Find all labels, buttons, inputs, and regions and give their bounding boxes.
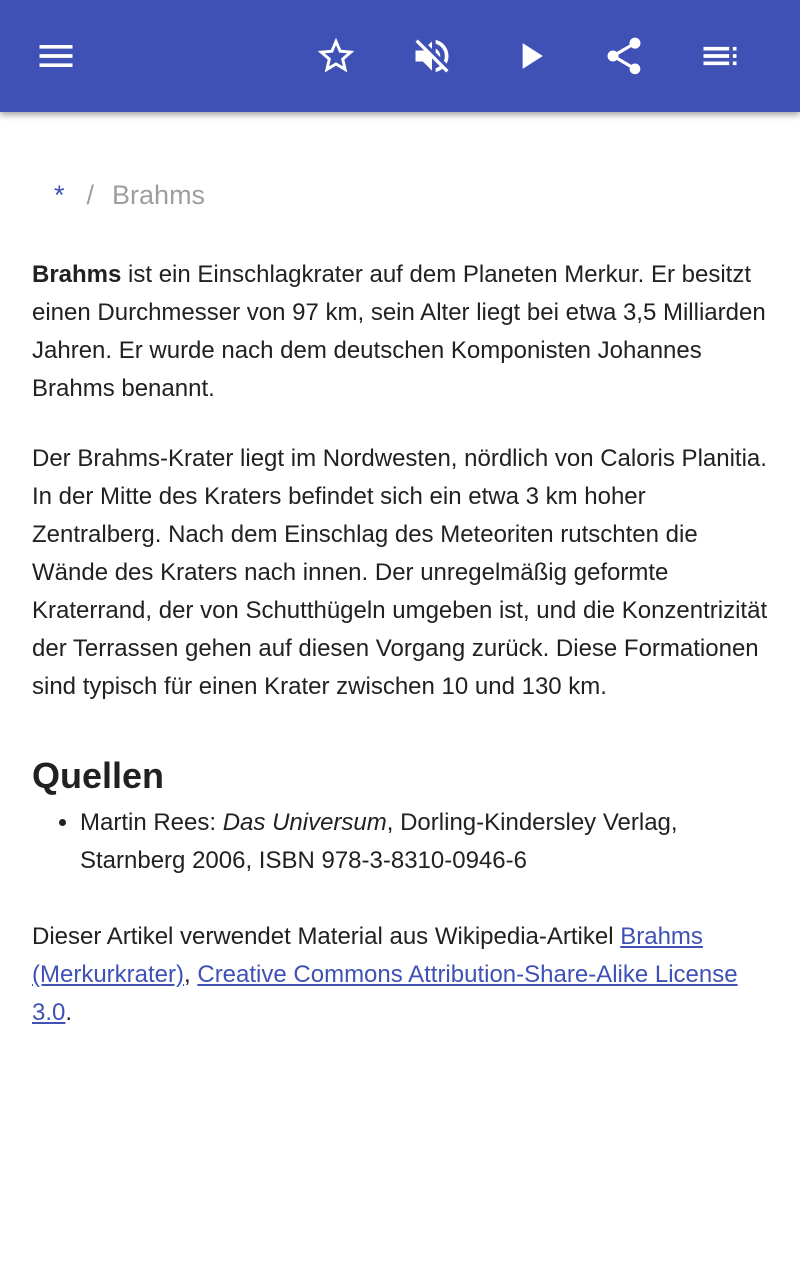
attribution-suffix: .	[65, 999, 73, 1026]
source-author: Martin Rees:	[80, 809, 223, 836]
sources-list	[32, 804, 772, 880]
table-of-contents-button[interactable]	[692, 28, 748, 84]
menu-icon	[34, 34, 78, 78]
play-button[interactable]	[502, 28, 558, 84]
volume-off-icon	[410, 34, 454, 78]
mute-button[interactable]	[404, 28, 460, 84]
article-bold-title: Brahms	[32, 261, 122, 288]
source-title: Das Universum	[222, 809, 387, 836]
breadcrumb-home-link[interactable]: *	[54, 180, 65, 210]
article-paragraph-intro	[32, 256, 772, 408]
attribution-comma: ,	[184, 961, 198, 988]
toc-icon	[698, 34, 742, 78]
app-toolbar	[0, 0, 800, 112]
star-icon	[314, 34, 358, 78]
source-list-item	[80, 804, 772, 880]
share-button[interactable]	[596, 28, 652, 84]
breadcrumb-separator: /	[86, 180, 95, 210]
article-content	[32, 256, 772, 1064]
share-icon	[602, 34, 646, 78]
attribution-prefix: Dieser Artikel verwendet Material aus Wikipedia-Artikel	[32, 923, 621, 950]
license-link[interactable]: Creative Commons Attribution-Share-Alike License 3.0	[32, 961, 738, 1026]
menu-button[interactable]	[28, 28, 84, 84]
article-paragraph-description: Der Brahms-Krater liegt im Nordwesten, nördlich von Caloris Planitia. In der Mitte des Kraters befindet sich ein etwa 3 km hoher Zentralberg. Nach dem Einschlag des Meteoriten rutschten die Wände des Kraters nach innen. Der unregelmäßig geformte Kraterrand, der von Schutthügeln umgeben ist, und die Konzentrizität der Terrassen gehen auf diesen Vorgang zurück. Diese Formationen sind typisch für einen Krater zwischen 10 und 130 km.	[32, 445, 768, 700]
sources-heading: Quellen	[32, 755, 165, 796]
article-intro-text: ist ein Einschlagkrater auf dem Planeten Merkur. Er besitzt einen Durchmesser von 97 km, sein Alter liegt bei etwa 3,5 Milliarden Jahren. Er wurde nach dem deutschen Komponisten Johannes Brahms benannt.	[32, 261, 766, 402]
source-details: , Dorling-Kindersley Verlag, Starnberg 2006, ISBN 978-3-8310-0946-6	[80, 809, 678, 874]
play-icon	[508, 34, 552, 78]
bookmark-button[interactable]	[308, 28, 364, 84]
attribution-text	[32, 918, 772, 1032]
breadcrumb-current: Brahms	[112, 180, 206, 210]
wikipedia-article-link[interactable]: Brahms (Merkurkrater)	[32, 923, 703, 988]
breadcrumb	[54, 180, 205, 211]
